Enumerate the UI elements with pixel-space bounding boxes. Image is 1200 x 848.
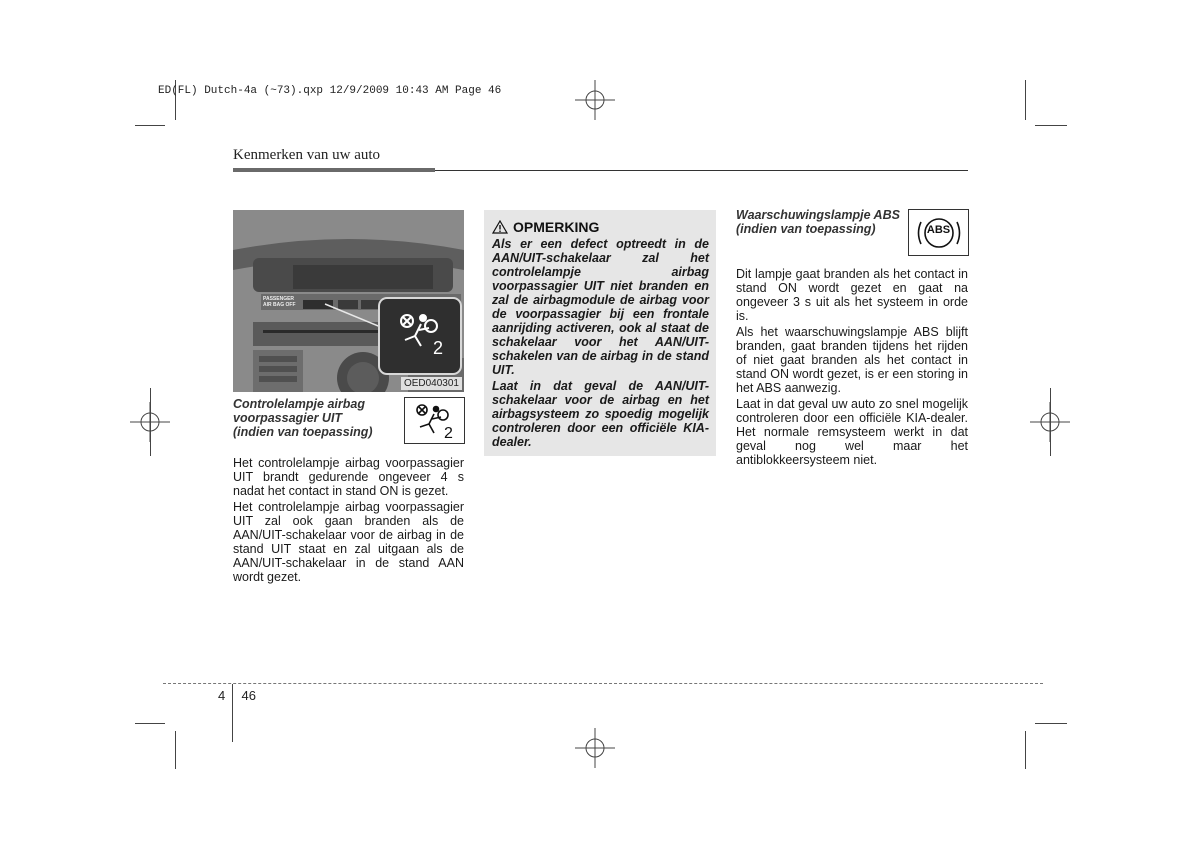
note-title: OPMERKING bbox=[513, 219, 600, 235]
caption-line: (indien van toepassing) bbox=[233, 425, 373, 439]
abs-caption bbox=[736, 208, 906, 236]
paragraph: Het controlelampje airbag voorpassagier UIT brandt gedurende ongeveer 4 s nadat het contact in stand ON is gezet. bbox=[233, 456, 464, 498]
page-number bbox=[218, 688, 256, 703]
panel-label: PASSENGER AIR BAG OFF bbox=[263, 296, 296, 308]
note-heading bbox=[492, 219, 599, 235]
note-body bbox=[492, 237, 709, 451]
registration-crosshair-icon bbox=[575, 80, 615, 120]
warning-triangle-icon bbox=[492, 220, 508, 234]
chapter-number: 4 bbox=[218, 688, 226, 703]
crop-mark bbox=[135, 125, 165, 126]
crop-mark bbox=[150, 388, 151, 456]
paragraph: Dit lampje gaat branden als het contact in stand ON wordt gezet en gaat na ongeveer 3 s uit als het systeem in orde is. bbox=[736, 267, 968, 323]
svg-text:2: 2 bbox=[433, 338, 444, 358]
paragraph: Het controlelampje airbag voorpassagier UIT zal ook gaan branden als de AAN/UIT-schakelaar voor de airbag in de stand UIT staat en zal uitgaan als de AAN/UIT-schakelaar in de stand AAN wordt gezet. bbox=[233, 500, 464, 584]
airbag-body bbox=[233, 456, 464, 586]
crop-mark bbox=[1025, 731, 1026, 769]
paragraph: Laat in dat geval de AAN/UIT-schakelaar voor de airbag en het airbagsysteem zo spoedig mogelijk controleren door een officiële KIA-dealer. bbox=[492, 379, 709, 449]
abs-indicator bbox=[908, 209, 969, 256]
photo-code: OED040301 bbox=[401, 377, 462, 390]
header-rule-thin bbox=[435, 170, 968, 171]
paragraph: Als het waarschuwingslampje ABS blijft branden, gaat branden tijdens het rijden of niet gaat branden als het contact in stand ON wordt gezet, is er een storing in het ABS aanwezig. bbox=[736, 325, 968, 395]
abs-body bbox=[736, 267, 968, 469]
crop-mark bbox=[135, 723, 165, 724]
print-slug: ED(FL) Dutch-4a (~73).qxp 12/9/2009 10:43 AM Page 46 bbox=[158, 85, 502, 97]
dashboard-photo bbox=[233, 210, 464, 392]
page-number-value: 46 bbox=[241, 688, 256, 703]
airbag-off-indicator bbox=[404, 397, 465, 444]
paragraph: Laat in dat geval uw auto zo snel mogelijk controleren door een officiële KIA-dealer. Het normale remsysteem werkt in dat geval nog wel maar het antiblokkeersysteem niet. bbox=[736, 397, 968, 467]
caption-line: Waarschuwingslampje ABS bbox=[736, 208, 900, 222]
airbag-off-icon bbox=[391, 306, 451, 366]
note-box bbox=[484, 210, 716, 456]
paragraph: Als er een defect optreedt in de AAN/UIT-schakelaar zal het controlelampje airbag voorpassagier UIT niet branden en zal de airbagmodule de airbag voor de voorpassagier bij een frontale aanrijding activeren, ook al staat de schakelaar voor het AAN/UIT-schakelen van de airbag in de stand UIT. bbox=[492, 237, 709, 377]
crop-mark bbox=[1035, 723, 1067, 724]
section-title: Kenmerken van uw auto bbox=[233, 147, 381, 163]
crop-mark bbox=[1050, 388, 1051, 456]
header-rule bbox=[233, 168, 435, 172]
caption-line: Controlelampje airbag bbox=[233, 397, 365, 411]
abs-label: ABS bbox=[926, 224, 951, 236]
airbag-caption bbox=[233, 397, 398, 439]
caption-line: (indien van toepassing) bbox=[736, 222, 876, 236]
footer-rule bbox=[163, 683, 1043, 684]
crop-mark bbox=[1025, 80, 1026, 120]
registration-crosshair-icon bbox=[575, 728, 615, 768]
crop-mark bbox=[175, 731, 176, 769]
svg-text:2: 2 bbox=[443, 424, 453, 442]
crop-mark bbox=[1035, 125, 1067, 126]
airbag-off-icon bbox=[410, 400, 460, 442]
caption-line: voorpassagier UIT bbox=[233, 411, 343, 425]
